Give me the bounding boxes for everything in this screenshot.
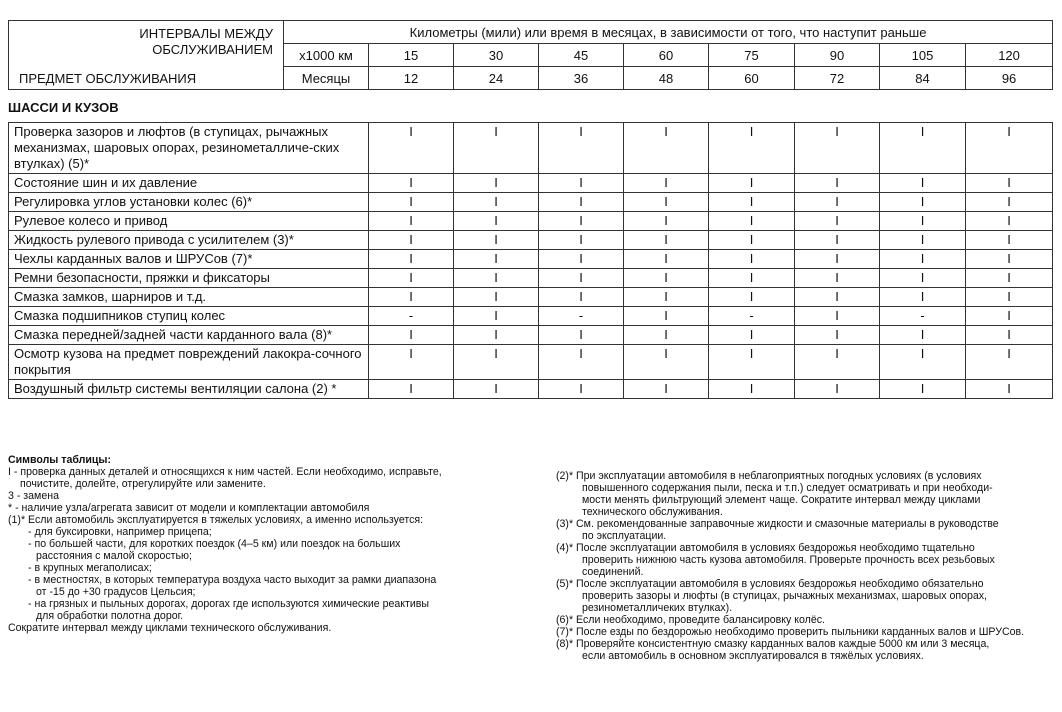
interval-header-table <box>8 20 1053 90</box>
service-mark: I <box>966 123 1053 174</box>
service-mark: I <box>709 212 795 231</box>
symbol-note-line: от -15 до +30 градусов Цельсия; <box>36 586 196 598</box>
footnote-line: (3)* См. рекомендованные заправочные жидкости и смазочные материалы в руководстве <box>556 518 999 530</box>
service-mark: I <box>966 212 1053 231</box>
service-mark: I <box>369 380 454 399</box>
symbol-note-line: - в крупных мегаполисах; <box>28 562 152 574</box>
symbols-notes <box>8 454 528 634</box>
service-mark: I <box>880 174 966 193</box>
service-mark: I <box>624 269 709 288</box>
footnote-line: мости менять фильтрующий элемент чаще. Сократите интервал между циклами <box>582 494 981 506</box>
service-mark: I <box>369 231 454 250</box>
symbol-note-line: - на грязных и пыльных дорогах, дорогах где используются химические реактивы <box>28 598 430 610</box>
service-mark: I <box>795 212 880 231</box>
service-mark: I <box>369 193 454 212</box>
service-mark: I <box>795 269 880 288</box>
service-mark: I <box>624 231 709 250</box>
service-mark: I <box>880 212 966 231</box>
km-value: 75 <box>709 44 795 67</box>
service-mark: I <box>539 212 624 231</box>
symbol-note-line: (1)* Если автомобиль эксплуатируется в тяжелых условиях, а именно используется: <box>8 514 424 526</box>
service-item: Воздушный фильтр системы вентиляции салона (2) * <box>9 380 369 399</box>
service-mark: I <box>454 380 539 399</box>
service-mark: I <box>624 250 709 269</box>
table-row <box>9 345 1053 380</box>
service-mark: I <box>880 250 966 269</box>
service-mark: I <box>880 269 966 288</box>
service-item: Осмотр кузова на предмет повреждений лакокра-сочного покрытия <box>9 345 369 380</box>
service-mark: I <box>795 231 880 250</box>
symbol-note-line: * - наличие узла/агрегата зависит от модели и комплектации автомобиля <box>8 502 370 514</box>
footnote-line: соединений. <box>582 566 644 578</box>
service-item: Проверка зазоров и люфтов (в ступицах, рычажных механизмах, шаровых опорах, резинометалличе-ских втулках) (5)* <box>9 123 369 174</box>
service-mark: I <box>454 231 539 250</box>
service-mark: - <box>709 307 795 326</box>
table-row <box>9 212 1053 231</box>
service-mark: I <box>795 326 880 345</box>
service-mark: I <box>369 288 454 307</box>
service-mark: I <box>880 193 966 212</box>
service-mark: I <box>624 193 709 212</box>
months-value: 60 <box>709 67 795 90</box>
symbol-note-line: - для буксировки, например прицепа; <box>28 526 212 538</box>
months-value: 72 <box>795 67 880 90</box>
table-row <box>9 269 1053 288</box>
interval-label-line1: ИНТЕРВАЛЫ МЕЖДУ <box>139 26 273 41</box>
symbol-note-line: расстояния с малой скоростью; <box>36 550 192 562</box>
service-mark: I <box>795 288 880 307</box>
service-mark: I <box>624 380 709 399</box>
service-mark: - <box>880 307 966 326</box>
table-row <box>9 326 1053 345</box>
service-mark: I <box>880 288 966 307</box>
service-mark: I <box>454 212 539 231</box>
service-mark: I <box>880 380 966 399</box>
service-item: Состояние шин и их давление <box>9 174 369 193</box>
service-item: Смазка подшипников ступиц колес <box>9 307 369 326</box>
km-value: 45 <box>539 44 624 67</box>
service-mark: I <box>966 231 1053 250</box>
service-mark: I <box>539 288 624 307</box>
service-mark: - <box>369 307 454 326</box>
table-row <box>9 380 1053 399</box>
service-mark: I <box>880 123 966 174</box>
service-mark: I <box>709 250 795 269</box>
footnote-line: (7)* После езды по бездорожью необходимо проверить пыльники карданных валов и ШРУСов. <box>556 626 1025 638</box>
service-mark: I <box>966 250 1053 269</box>
footnote-line: (5)* После эксплуатации автомобиля в условиях бездорожья необходимо обязательно <box>556 578 984 590</box>
service-mark: I <box>966 326 1053 345</box>
service-mark: I <box>454 174 539 193</box>
service-mark: I <box>966 174 1053 193</box>
symbol-note-line: Сократите интервал между циклами технического обслуживания. <box>8 622 332 634</box>
service-mark: I <box>624 307 709 326</box>
table-row <box>9 288 1053 307</box>
service-mark: I <box>369 345 454 380</box>
service-mark: I <box>539 326 624 345</box>
footnote-line: если автомобиль в основном эксплуатировался в тяжёлых условиях. <box>582 650 924 662</box>
service-mark: I <box>880 231 966 250</box>
months-value: 36 <box>539 67 624 90</box>
footnote-line: (8)* Проверяйте консистентную смазку карданных валов каждые 5000 км или 3 месяца, <box>556 638 990 650</box>
service-mark: I <box>709 269 795 288</box>
service-item: Рулевое колесо и привод <box>9 212 369 231</box>
service-mark: I <box>539 269 624 288</box>
symbol-note-line: - по большей части, для коротких поездок (4–5 км) или поездок на больших <box>28 538 401 550</box>
service-mark: I <box>539 174 624 193</box>
service-mark: I <box>709 193 795 212</box>
footnote-line: проверить зазоры и люфты (в ступицах, рычажных механизмах, шаровых опорах, <box>582 590 987 602</box>
service-mark: I <box>454 269 539 288</box>
service-mark: I <box>624 326 709 345</box>
service-mark: I <box>454 307 539 326</box>
table-row <box>9 250 1053 269</box>
months-value: 84 <box>880 67 966 90</box>
service-mark: I <box>539 250 624 269</box>
service-mark: I <box>624 212 709 231</box>
service-mark: I <box>624 288 709 307</box>
months-value: 96 <box>966 67 1053 90</box>
service-mark: I <box>966 288 1053 307</box>
item-label: ПРЕДМЕТ ОБСЛУЖИВАНИЯ <box>19 71 197 86</box>
symbol-note-line: для обработки полотна дорог. <box>36 610 184 622</box>
service-item: Регулировка углов установки колес (6)* <box>9 193 369 212</box>
service-mark: I <box>369 174 454 193</box>
service-mark: I <box>709 326 795 345</box>
service-mark: I <box>454 345 539 380</box>
service-mark: I <box>539 123 624 174</box>
service-mark: I <box>624 345 709 380</box>
footnote-line: (4)* После эксплуатации автомобиля в условиях бездорожья необходимо тщательно <box>556 542 975 554</box>
km-unit: x1000 км <box>284 44 369 67</box>
symbols-title: Символы таблицы: <box>8 454 111 466</box>
service-mark: I <box>709 288 795 307</box>
table-row <box>9 307 1053 326</box>
km-value: 105 <box>880 44 966 67</box>
service-mark: I <box>709 380 795 399</box>
service-item: Смазка передней/задней части карданного вала (8)* <box>9 326 369 345</box>
symbol-note-line: почистите, долейте, отрегулируйте или замените. <box>20 478 266 490</box>
service-mark: I <box>624 174 709 193</box>
footnote-line: (2)* При эксплуатации автомобиля в неблагоприятных погодных условиях (в условиях <box>556 470 982 482</box>
service-mark: I <box>880 326 966 345</box>
service-mark: I <box>880 345 966 380</box>
service-mark: I <box>966 193 1053 212</box>
symbol-note-line: 3 - замена <box>8 490 59 502</box>
service-item: Ремни безопасности, пряжки и фиксаторы <box>9 269 369 288</box>
service-mark: I <box>369 212 454 231</box>
service-mark: I <box>369 123 454 174</box>
service-mark: I <box>369 326 454 345</box>
footnote-line: проверить нижнюю часть кузова автомобиля. Проверьте прочность всех резьбовых <box>582 554 995 566</box>
service-mark: I <box>795 193 880 212</box>
symbol-note-line: - в местностях, в которых температура воздуха часто выходит за рамки диапазона <box>28 574 437 586</box>
service-mark: I <box>369 250 454 269</box>
service-mark: I <box>709 345 795 380</box>
service-mark: I <box>454 288 539 307</box>
service-mark: I <box>966 269 1053 288</box>
service-item: Жидкость рулевого привода с усилителем (3)* <box>9 231 369 250</box>
km-value: 120 <box>966 44 1053 67</box>
symbol-note-line: I - проверка данных деталей и относящихся к ним частей. Если необходимо, исправьте, <box>8 466 442 478</box>
footnote-line: по эксплуатации. <box>582 530 667 542</box>
service-mark: I <box>369 269 454 288</box>
service-mark: I <box>539 345 624 380</box>
service-mark: I <box>709 231 795 250</box>
service-mark: I <box>624 123 709 174</box>
km-value: 30 <box>454 44 539 67</box>
service-mark: I <box>795 250 880 269</box>
service-mark: I <box>709 174 795 193</box>
interval-label-line2: ОБСЛУЖИВАНИЕМ <box>152 42 273 57</box>
service-mark: I <box>709 123 795 174</box>
service-mark: I <box>454 193 539 212</box>
footnote-line: резинометалличеких втулках). <box>582 602 733 614</box>
table-row <box>9 123 1053 174</box>
service-item: Чехлы карданных валов и ШРУСов (7)* <box>9 250 369 269</box>
months-value: 12 <box>369 67 454 90</box>
service-mark: I <box>454 123 539 174</box>
service-mark: I <box>966 380 1053 399</box>
service-mark: - <box>539 307 624 326</box>
months-unit: Месяцы <box>284 67 369 90</box>
maintenance-table <box>8 122 1053 399</box>
service-mark: I <box>539 380 624 399</box>
service-mark: I <box>795 123 880 174</box>
footnote-line: технического обслуживания. <box>582 506 723 518</box>
table-row <box>9 193 1053 212</box>
service-mark: I <box>966 345 1053 380</box>
service-mark: I <box>539 193 624 212</box>
service-mark: I <box>795 345 880 380</box>
service-mark: I <box>539 231 624 250</box>
service-item: Смазка замков, шарниров и т.д. <box>9 288 369 307</box>
months-value: 24 <box>454 67 539 90</box>
service-mark: I <box>454 250 539 269</box>
section-title: ШАССИ И КУЗОВ <box>8 100 119 115</box>
km-value: 60 <box>624 44 709 67</box>
service-mark: I <box>966 307 1053 326</box>
service-mark: I <box>454 326 539 345</box>
table-row <box>9 231 1053 250</box>
header-corner-label <box>9 21 284 90</box>
service-mark: I <box>795 380 880 399</box>
service-mark: I <box>795 307 880 326</box>
service-mark: I <box>795 174 880 193</box>
months-value: 48 <box>624 67 709 90</box>
footnotes <box>556 470 1056 662</box>
table-row <box>9 174 1053 193</box>
footnote-line: повышенного содержания пыли, песка и т.п.) следует осматривать и при необходи- <box>582 482 993 494</box>
interval-caption: Километры (мили) или время в месяцах, в зависимости от того, что наступит раньше <box>284 21 1053 44</box>
km-value: 90 <box>795 44 880 67</box>
km-value: 15 <box>369 44 454 67</box>
footnote-line: (6)* Если необходимо, проведите балансировку колёс. <box>556 614 825 626</box>
